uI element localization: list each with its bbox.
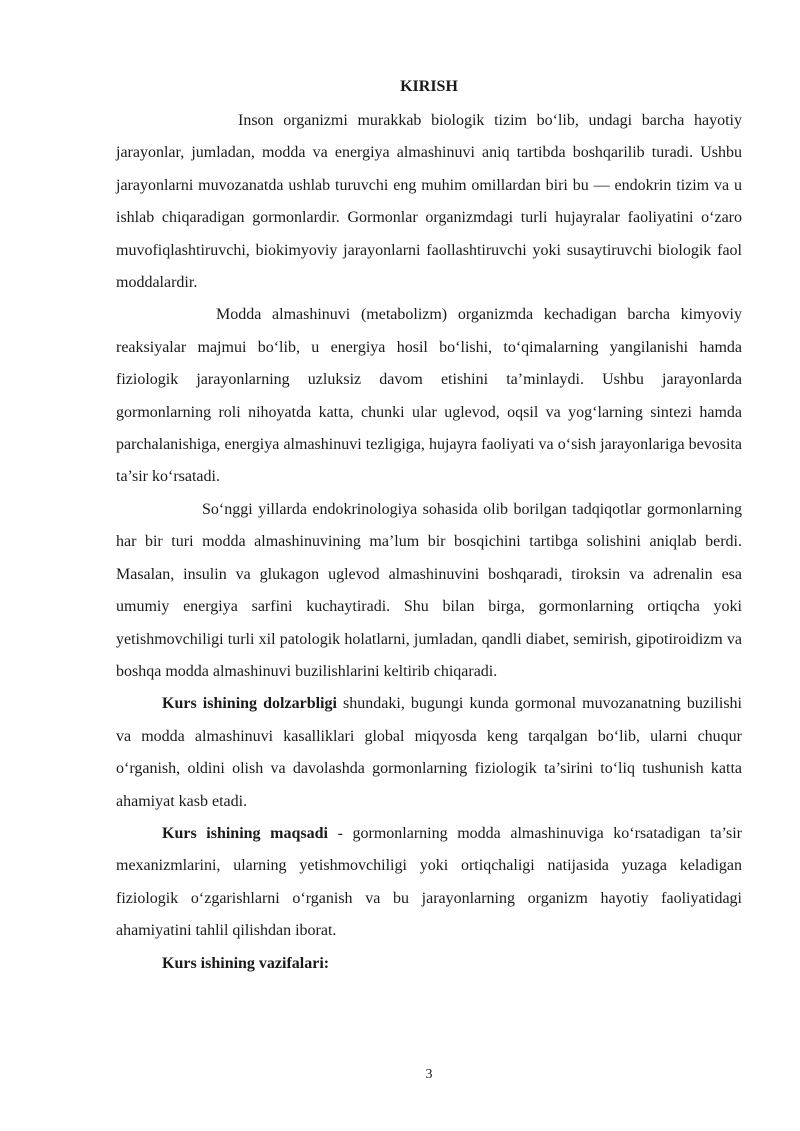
relevance-text: shundaki, bugungi kunda gormonal muvozanatning buzilishi va modda almashinuvi kasalliklari global miqyosda keng tarqalgan bo‘lib, ularni chuqur o‘rganish, oldini olish va davolashda gormonlarning fiziologik ta’sirini to‘liq tushunish katta ahamiyat kasb etadi.	[116, 695, 742, 810]
paragraph-intro: Inson organizmi murakkab biologik tizim bo‘lib, undagi barcha hayotiy jarayonlar, jumladan, modda va energiya almashinuvi aniq tartibda boshqarilib turadi. Ushbu jarayonlarni muvozanatda ushlab turuvchi eng muhim omillardan biri bu — endokrin tizim va u ishlab chiqaradigan gormonlardir. Gormonlar organizmdagi turli hujayralar faoliyatini o‘zaro muvofiqlashtiruvchi, biokimyoviy jarayonlarni faollashtiruvchi yoki susaytiruvchi biologik faol moddalardir.	[116, 112, 742, 292]
goal-lead: Kurs ishining maqsadi	[162, 824, 328, 842]
paragraph-tasks	[116, 948, 742, 980]
document-body	[116, 105, 742, 980]
goal-text: - gormonlarning modda almashinuviga ko‘rsatadigan ta’sir mexanizmlarini, ularning yetishmovchiligi yoki ortiqchaligi natijasida yuzaga keladigan fiziologik o‘zgarishlarni o‘rganish va bu jarayonlarning organizm hayotiy faoliyatidagi ahamiyatini tahlil qilishdan iborat.	[116, 824, 742, 940]
paragraph-relevance	[116, 688, 742, 818]
tasks-lead: Kurs ishining vazifalari:	[162, 954, 330, 972]
page-number: 3	[425, 1067, 433, 1082]
paragraph-research: So‘nggi yillarda endokrinologiya sohasida olib borilgan tadqiqotlar gormonlarning har bir turi modda almashinuvining ma’lum bir bosqichini tartibga solishini aniqlab berdi. Masalan, insulin va glukagon uglevod almashinuvini boshqaradi, tiroksin va adrenalin esa umumiy energiya sarfini kuchaytiradi. Shu bilan birga, gormonlarning ortiqcha yoki yetishmovchiligi turli xil patologik holatlarni, jumladan, qandli diabet, semirish, gipotiroidizm va boshqa modda almashinuvi buzilishlarini keltirib chiqaradi.	[116, 500, 742, 680]
paragraph-metabolism: Modda almashinuvi (metabolizm) organizmda kechadigan barcha kimyoviy reaksiyalar majmui bo‘lib, u energiya hosil bo‘lishi, to‘qimalarning yangilanishi hamda fiziologik jarayonlarning uzluksiz davom etishini ta’minlaydi. Ushbu jarayonlarda gormonlarning roli nihoyatda katta, chunki ular uglevod, oqsil va yog‘larning sintezi hamda parchalanishiga, energiya almashinuvi tezligiga, hujayra faoliyati va o‘sish jarayonlariga bevosita ta’sir ko‘rsatadi.	[116, 306, 742, 486]
section-heading: KIRISH	[400, 78, 458, 95]
relevance-lead: Kurs ishining dolzarbligi	[162, 695, 337, 713]
paragraph-goal	[116, 818, 742, 948]
